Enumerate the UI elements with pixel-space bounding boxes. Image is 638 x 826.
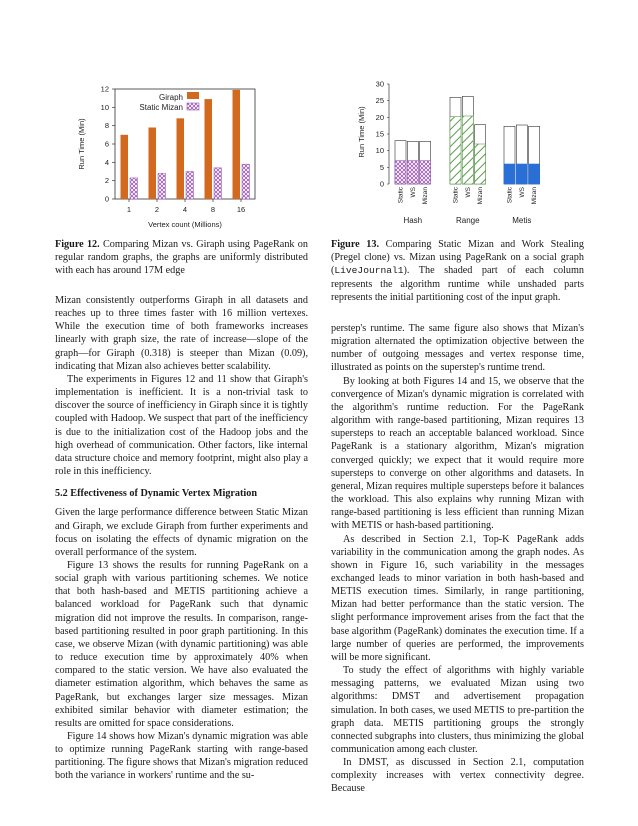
f13-bar-label: WS bbox=[409, 187, 417, 198]
f13-bar-shaded bbox=[475, 144, 486, 184]
f12-ytick-label: 8 bbox=[104, 121, 109, 131]
f13-bar-shaded bbox=[516, 164, 527, 184]
f12-bar-static-mizan bbox=[186, 172, 194, 200]
figure-13-caption-mono: LiveJournal1 bbox=[334, 265, 404, 277]
f13-bar-shaded bbox=[450, 117, 461, 184]
section-heading: 5.2 Effectiveness of Dynamic Vertex Migration bbox=[55, 488, 258, 500]
f12-ylabel: Run Time (Min) bbox=[77, 118, 86, 170]
f13-bar-label: WS bbox=[518, 187, 526, 198]
f12-legend-mizan: Static Mizan bbox=[139, 103, 183, 112]
f13-bar-label: Static bbox=[506, 187, 514, 204]
f13-bar-shaded bbox=[395, 161, 406, 184]
right-paragraph-4: To study the effect of algorithms with highly variable messaging patterns, we evaluated Mizan using two algorithms: DMST and advertisement propagation simulation. In both cases, we used METIS to pre-partition the graph data. METIS partitioning groups the strongly connected subgraphs into clusters, thus minimizing the global communication among each cluster. bbox=[331, 665, 584, 755]
figure-12-caption bbox=[55, 238, 308, 278]
f13-bar-label: Mizan bbox=[422, 187, 430, 205]
f12-bar-giraph bbox=[149, 128, 157, 200]
f12-bar-giraph bbox=[233, 90, 241, 199]
figure-13-caption bbox=[331, 238, 584, 304]
figure-13-label: Figure 13. bbox=[331, 239, 380, 250]
f12-xtick-label: 8 bbox=[210, 205, 216, 214]
f13-ytick-label: 25 bbox=[375, 96, 384, 106]
f13-bar-label: WS bbox=[464, 187, 472, 198]
f12-xlabel: Vertex count (Millions) bbox=[148, 220, 222, 229]
f12-ytick-label: 0 bbox=[104, 194, 109, 204]
f12-bar-giraph bbox=[177, 118, 185, 199]
f12-bar-giraph bbox=[205, 99, 213, 199]
f12-xtick-label: 1 bbox=[126, 205, 132, 214]
f12-legend bbox=[139, 92, 199, 112]
f13-ytick-label: 30 bbox=[375, 79, 384, 89]
f13-ytick-label: 0 bbox=[379, 179, 384, 189]
left-paragraph-5: Figure 14 shows how Mizan's dynamic migration was able to optimize running PageRank starting with range-based partitioning. The figure shows that Mizan's migration reduced both the variance in workers' runtime and the su- bbox=[55, 731, 308, 782]
f12-legend-giraph-swatch bbox=[187, 92, 199, 99]
right-paragraph-3: As described in Section 2.1, Top-K PageRank adds variability in the communication among the graph nodes. As shown in Figure 16, such variability in the messages exchanged leads to minor variation in both hash-based and METIS execution times. Similarly, in range partitioning, Mizan had better performance than the static version. The slight performance improvement arises from the fact that the base algorithm (PageRank) dominates the execution time. If a large number of queries are performed, the improvements will be more significant. bbox=[331, 533, 584, 663]
f13-bar-shaded bbox=[420, 161, 431, 184]
right-paragraph-5: In DMST, as discussed in Section 2.1, computation complexity increases with vertex connectivity degree. Because bbox=[331, 757, 584, 795]
f13-bar-shaded bbox=[504, 164, 515, 184]
f13-bar-label: Static bbox=[397, 187, 405, 204]
f13-ytick-label: 20 bbox=[375, 112, 384, 122]
right-column bbox=[331, 322, 584, 796]
left-paragraph-1: Mizan consistently outperforms Giraph in all datasets and reaches up to three times faster with 16 million vertexes. While the execution time of both frameworks increases linearly with graph size, the rate of increase—slope of the graph—for Giraph (0.318) is steeper than Mizan (0.09), indicating that Mizan also achieves better scalability. bbox=[55, 295, 308, 372]
f12-bar-static-mizan bbox=[242, 164, 250, 199]
left-paragraph-3: Given the large performance difference between Static Mizan and Giraph, we exclude Giraph from further experiments and focus on isolating the effects of dynamic migration on the overall performance of the system. bbox=[55, 507, 308, 558]
f13-ytick-label: 15 bbox=[375, 129, 384, 139]
f13-ylabel: Run Time (Min) bbox=[357, 106, 366, 158]
f13-bar-label: Static bbox=[452, 187, 460, 204]
f12-bar-static-mizan bbox=[158, 173, 166, 199]
right-paragraph-1: perstep's runtime. The same figure also shows that Mizan's migration alternated the optimization objective between the number of outgoing messages and vertex response time, illustrated as points on the superstep's runtime trend. bbox=[331, 323, 584, 374]
f13-ytick-label: 10 bbox=[375, 146, 384, 156]
right-paragraph-2: By looking at both Figures 14 and 15, we observe that the convergence of Mizan's dynamic migration is correlated with the algorithm's runtime reduction. For the PageRank algorithm with range-based partitioning, Mizan requires 13 supersteps to reach an acceptable balanced workload. Since PageRank is a stationary algorithm, Mizan's migration converged quickly; we expect that it would require more supersteps to converge on other algorithms and datasets. In general, Mizan requires multiple supersteps before it balances the workload. This also explains why running Mizan with range-based partitioning is less efficient than running Mizan with METIS or hash-based partitioning. bbox=[331, 375, 584, 532]
f13-bar-shaded bbox=[462, 116, 473, 184]
f13-ytick-label: 5 bbox=[379, 162, 384, 172]
figure-13-caption-pre: Comparing Static Mizan and Work Stealing (Pregel clone) vs. Mizan using PageRank on a social graph ( bbox=[331, 239, 584, 277]
figure-12-caption-text: Comparing Mizan vs. Giraph using PageRank on regular random graphs, the graphs are uniformly distributed with each has around 17M edge bbox=[55, 239, 308, 277]
figure-13-caption-post: ). The shaded part of each column represents the algorithm runtime while unshaded parts represents the initial partitioning cost of the input graph. bbox=[331, 265, 584, 303]
f12-xtick-label: 4 bbox=[182, 205, 188, 214]
f12-bar-giraph bbox=[121, 135, 129, 199]
figure-12-label: Figure 12. bbox=[55, 239, 100, 250]
f13-bar-label: Mizan bbox=[531, 187, 539, 205]
f12-legend-mizan-swatch bbox=[187, 103, 199, 110]
f12-ytick-label: 6 bbox=[104, 139, 109, 149]
f13-group-label: Range bbox=[456, 216, 480, 225]
f13-bar-shaded bbox=[529, 164, 540, 184]
left-paragraph-4: Figure 13 shows the results for running PageRank on a social graph with various partitioning schemes. We notice that both hash-based and METIS partitioning achieve a balanced workload for PageRank such that dynamic migration did not improve the results. In comparison, range-based partitioning resulted in poor graph partitioning. In this case, we observe Mizan (with dynamic partitioning) was able to reduce execution time by approximately 40% when compared to the static version. We have also evaluated the diameter estimation algorithm, which behaves the same as PageRank, but exchanges larger size messages. Mizan exhibited similar behavior with diameter estimation; the results are omitted for space considerations. bbox=[55, 559, 308, 729]
f12-ytick-label: 4 bbox=[104, 157, 109, 167]
f12-bar-static-mizan bbox=[214, 168, 222, 199]
f13-group-label: Metis bbox=[512, 216, 532, 225]
f12-ytick-label: 2 bbox=[104, 176, 109, 186]
f13-bar-label: Mizan bbox=[477, 187, 485, 205]
f13-group-label: Hash bbox=[403, 216, 423, 225]
f13-bar-shaded bbox=[407, 161, 418, 184]
f12-ytick-label: 12 bbox=[100, 84, 109, 94]
f12-legend-giraph: Giraph bbox=[158, 93, 183, 102]
left-paragraph-2: The experiments in Figures 12 and 11 show that Giraph's implementation is inefficient. It is a non-trivial task to discover the source of inefficiency in Giraph since it is tightly coupled with Hadoop. We suspect that part of the inefficiency is due to the initialization cost of the Hadoop jobs and the high overhead of communication. Other factors, like internal data structure choice and memory footprint, might also play a role in this inefficiency. bbox=[55, 373, 308, 478]
figure-12-chart bbox=[70, 74, 275, 234]
f12-xtick-label: 16 bbox=[236, 205, 246, 214]
figure-13-chart bbox=[352, 66, 557, 231]
f12-ytick-label: 10 bbox=[100, 102, 109, 112]
left-column bbox=[55, 294, 308, 783]
f12-xtick-label: 2 bbox=[154, 205, 160, 214]
f12-bar-static-mizan bbox=[130, 178, 138, 199]
